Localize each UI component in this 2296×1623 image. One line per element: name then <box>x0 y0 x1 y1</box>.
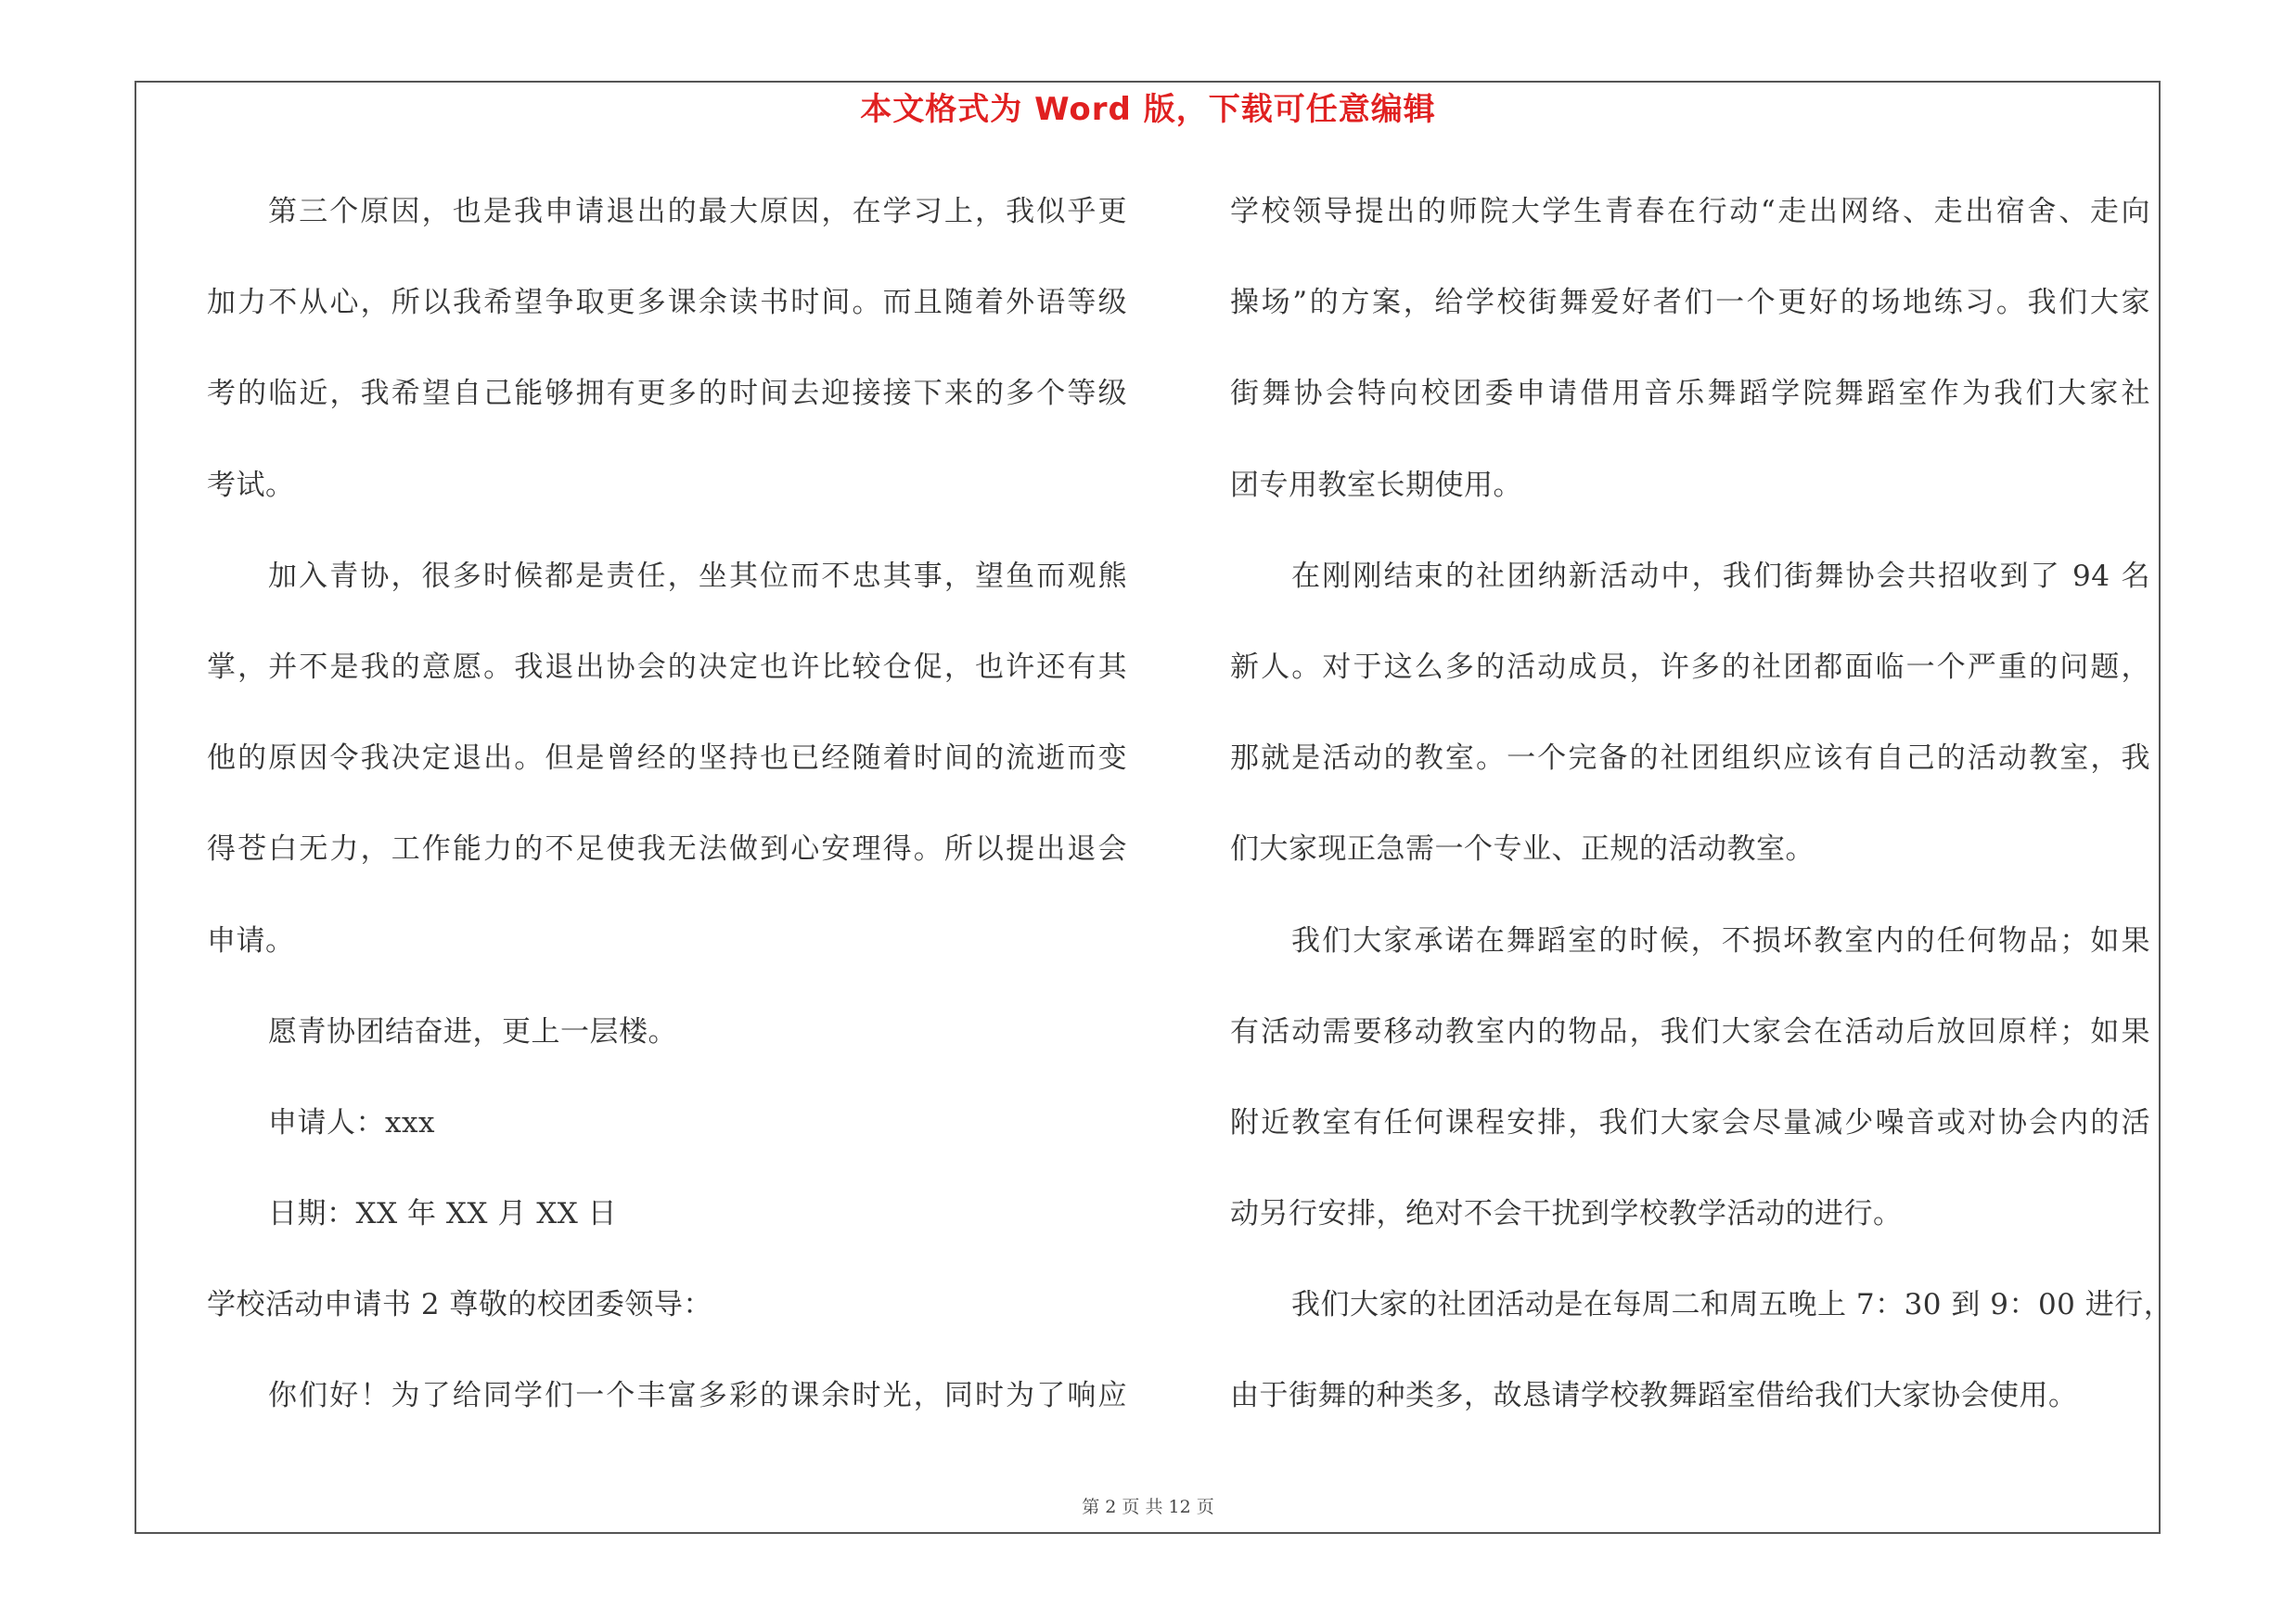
text-line: 操场”的方案，给学校街舞爱好者们一个更好的场地练习。我们大家 <box>1230 286 2150 320</box>
text-line: 团专用教室长期使用。 <box>1230 468 1522 502</box>
text-line: 申请。 <box>207 923 295 958</box>
text-line: 在刚刚结束的社团纳新活动中，我们街舞协会共招收到了 94 名 <box>1291 559 2150 593</box>
text-line: 由于街舞的种类多，故恳请学校教舞蹈室借给我们大家协会使用。 <box>1230 1379 2078 1413</box>
text-line: 学校活动申请书 2 尊敬的校团委领导： <box>207 1288 712 1322</box>
format-notice-banner: 本文格式为 Word 版，下载可任意编辑 <box>860 91 1436 128</box>
text-line: 附近教室有任何课程安排，我们大家会尽量减少噪音或对协会内的活 <box>1230 1105 2150 1140</box>
text-line: 得苍白无力，工作能力的不足使我无法做到心安理得。所以提出退会 <box>207 832 1127 867</box>
text-line: 街舞协会特向校团委申请借用音乐舞蹈学院舞蹈室作为我们大家社 <box>1230 377 2150 411</box>
text-line: 愿青协团结奋进，更上一层楼。 <box>268 1014 677 1049</box>
text-line: 他的原因令我决定退出。但是曾经的坚持也已经随着时间的流逝而变 <box>207 741 1127 776</box>
text-line: 们大家现正急需一个专业、正规的活动教室。 <box>1230 832 1815 867</box>
text-line: 日期：XX 年 XX 月 XX 日 <box>268 1197 618 1231</box>
text-line: 考试。 <box>207 468 295 502</box>
text-line: 加入青协，很多时候都是责任，坐其位而不忠其事，望鱼而观熊 <box>268 559 1127 593</box>
text-line: 动另行安排，绝对不会干扰到学校教学活动的进行。 <box>1230 1197 1903 1231</box>
text-line: 新人。对于这么多的活动成员，许多的社团都面临一个严重的问题， <box>1230 650 2150 684</box>
page-number-footer: 第 2 页 共 12 页 <box>1082 1497 1214 1517</box>
text-line: 我们大家的社团活动是在每周二和周五晚上 7：30 到 9：00 进行， <box>1291 1288 2174 1322</box>
text-line: 考的临近，我希望自己能够拥有更多的时间去迎接接下来的多个等级 <box>207 377 1127 411</box>
text-line: 加力不从心，所以我希望争取更多课余读书时间。而且随着外语等级 <box>207 286 1127 320</box>
text-line: 有活动需要移动教室内的物品，我们大家会在活动后放回原样；如果 <box>1230 1014 2150 1049</box>
text-line: 申请人：xxx <box>268 1105 435 1140</box>
text-line: 你们好！为了给同学们一个丰富多彩的课余时光，同时为了响应 <box>268 1379 1127 1413</box>
text-line: 掌，并不是我的意愿。我退出协会的决定也许比较仓促，也许还有其 <box>207 650 1127 684</box>
left-column <box>207 186 1127 1462</box>
text-line: 第三个原因，也是我申请退出的最大原因，在学习上，我似乎更 <box>268 195 1127 228</box>
text-line: 那就是活动的教室。一个完备的社团组织应该有自己的活动教室，我 <box>1230 741 2150 776</box>
text-line: 我们大家承诺在舞蹈室的时候，不损坏教室内的任何物品；如果 <box>1291 923 2150 958</box>
text-line: 学校领导提出的师院大学生青春在行动“走出网络、走出宿舍、走向 <box>1230 195 2150 228</box>
right-column <box>1230 186 2174 1462</box>
